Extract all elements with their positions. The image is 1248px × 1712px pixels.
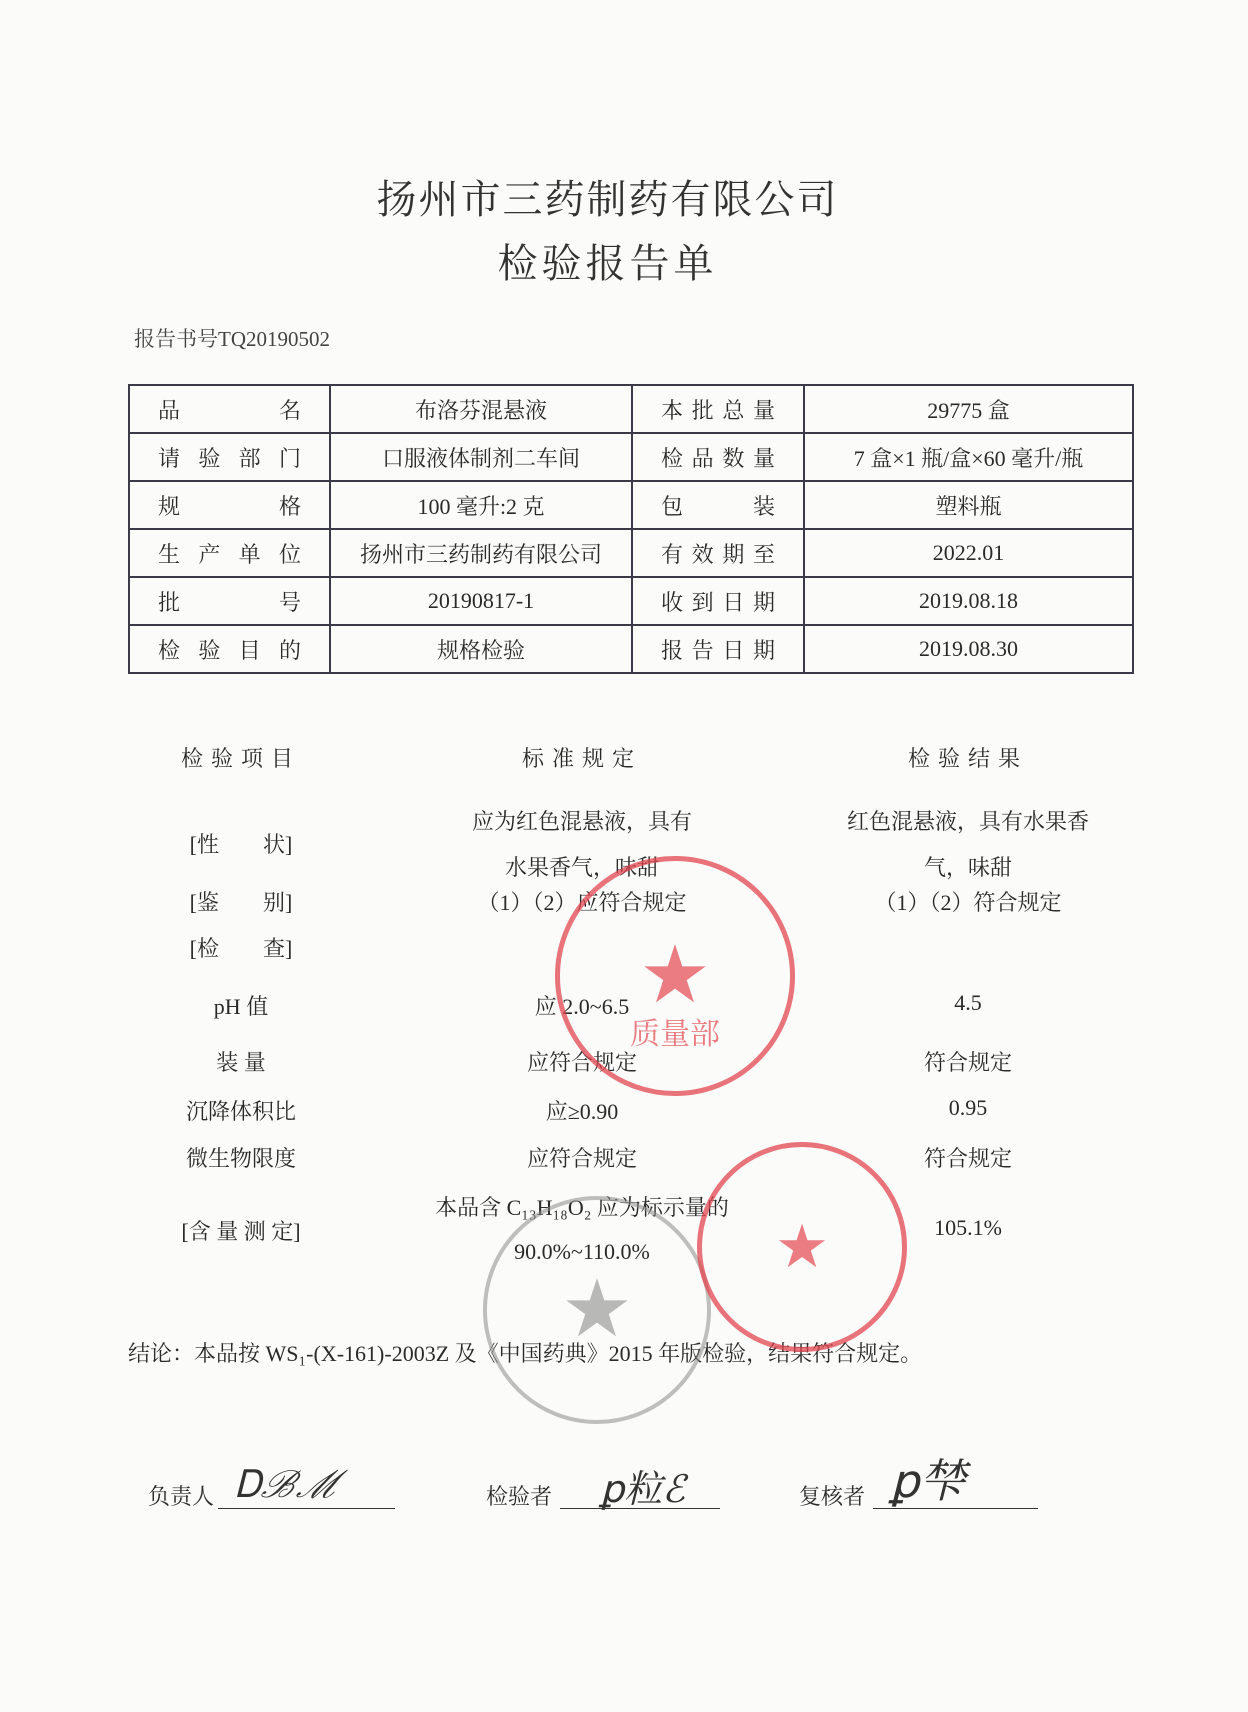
label-char: 数 [722,445,745,471]
result-standard: 应 2.0~6.5 [534,994,630,1019]
field-label [632,625,804,673]
info-row [129,481,1133,529]
field-value: 规格检验 [330,625,632,673]
info-row [129,577,1133,625]
header-result: 检验结果 [907,746,1029,771]
header-item: 检验项目 [180,746,302,771]
field-label [632,433,804,481]
result-value: 红色混悬液，具有水果香 [846,809,1090,834]
label-char: 至 [752,541,775,567]
label-char: 检 [661,445,684,471]
star-icon: ★ [775,1214,829,1280]
label-char: 请 [158,445,181,471]
field-value: 布洛芬混悬液 [330,385,632,433]
label-char: 生 [158,541,181,567]
field-label [129,529,330,577]
label-char: 期 [722,541,745,567]
field-value: 口服液体制剂二车间 [330,433,632,481]
field-label [632,529,804,577]
result-value: 符合规定 [923,1146,1013,1171]
result-value: 符合规定 [923,1050,1013,1075]
document-title: 检验报告单 [497,241,718,286]
label-char: 规 [158,493,181,519]
info-row [129,385,1133,433]
result-item-name: [鉴 别] [189,890,293,915]
field-label [632,481,804,529]
star-icon: ★ [561,1266,633,1354]
label-char: 日 [722,589,745,615]
responsible-signature: Ꭰℬℳ [235,1462,342,1506]
info-row [129,529,1133,577]
label-char: 报 [661,637,684,663]
result-value: 0.95 [948,1095,988,1120]
field-label [632,577,804,625]
label-char: 名 [278,397,301,423]
result-standard: 应符合规定 [526,1146,638,1171]
field-value: 100 毫升:2 克 [330,481,632,529]
info-row [129,433,1133,481]
field-value: 2019.08.30 [804,625,1133,673]
reviewer-label: 复核者 [799,1484,866,1509]
product-info-table [128,384,1134,674]
field-value: 29775 盒 [804,385,1133,433]
label-char: 批 [691,397,714,423]
field-label [129,625,330,673]
label-char: 门 [278,445,301,471]
label-char: 产 [198,541,221,567]
label-char: 到 [691,589,714,615]
label-char: 位 [278,541,301,567]
info-row [129,625,1133,673]
result-standard: 应符合规定 [526,1050,638,1075]
label-char: 批 [158,589,181,615]
label-char: 部 [238,445,261,471]
company-gray-stamp [483,1196,711,1424]
field-value: 20190817-1 [330,577,632,625]
label-char: 收 [661,589,684,615]
inspector-label: 检验者 [486,1484,553,1509]
label-char: 包 [661,493,684,519]
field-value: 2019.08.18 [804,577,1133,625]
result-item-name: [性 状] [189,832,293,857]
label-char: 装 [752,493,775,519]
company-title: 扬州市三药制药有限公司 [376,177,839,222]
header-standard: 标准规定 [521,746,643,771]
label-char: 量 [752,397,775,423]
label-char: 号 [278,589,301,615]
result-standard: 水果香气，味甜 [504,855,660,880]
result-value: （1）（2）符合规定 [874,890,1062,915]
label-char: 验 [198,637,221,663]
field-value: 塑料瓶 [804,481,1133,529]
label-char: 品 [158,397,181,423]
responsible-label: 负责人 [148,1484,215,1509]
result-item-name: pH 值 [213,994,269,1019]
result-item-name: [含 量 测 定] [181,1219,301,1244]
report-number-value: TQ20190502 [218,327,330,351]
label-char: 期 [752,637,775,663]
label-char: 验 [198,445,221,471]
label-char: 效 [691,541,714,567]
field-label [129,385,330,433]
reviewer-signature: ꝑ梺 [890,1454,966,1508]
result-standard: 应为红色混悬液，具有 [471,809,693,834]
label-char: 本 [661,397,684,423]
conclusion: 结论：本品按 WS₁-(X-161)-2003Z 及《中国药典》2015 年版检验，结果符合规定。 [128,1341,923,1366]
result-item-name: 装 量 [216,1050,266,1075]
label-char: 告 [691,637,714,663]
result-value: 气，味甜 [923,855,1013,880]
label-char: 期 [752,589,775,615]
label-char: 的 [278,637,301,663]
field-label [129,481,330,529]
label-char: 总 [722,397,745,423]
field-label [129,577,330,625]
field-value: 7 盒×1 瓶/盒×60 毫升/瓶 [804,433,1133,481]
field-label [129,433,330,481]
result-value: 4.5 [954,990,982,1015]
field-value: 2022.01 [804,529,1133,577]
label-char: 单 [238,541,261,567]
responsible-signature-line [218,1508,395,1509]
result-item-name: 沉降体积比 [185,1099,297,1124]
label-char: 目 [238,637,261,663]
label-char: 日 [722,637,745,663]
label-char: 量 [752,445,775,471]
inspection-red-stamp [697,1142,907,1352]
result-item-name: [检 查] [189,936,293,961]
result-standard: 90.0%~110.0% [514,1239,650,1264]
field-value: 扬州市三药制药有限公司 [330,529,632,577]
label-char: 品 [691,445,714,471]
result-standard: （1）（2）应符合规定 [477,890,687,915]
inspector-signature: ꝑ粒ℰ [600,1467,686,1511]
label-char: 有 [661,541,684,567]
result-standard: 本品含 C₁₃H₁₈O₂ 应为标示量的 [435,1195,729,1220]
label-char: 检 [158,637,181,663]
result-item-name: 微生物限度 [185,1146,297,1171]
report-number-label: 报告书号 [134,327,218,351]
quality-dept-stamp: ★ 质量部 [555,856,795,1096]
result-value: 105.1% [934,1215,1002,1240]
star-icon: ★ [639,932,711,1020]
field-label [632,385,804,433]
report-number [134,323,330,353]
label-char: 格 [278,493,301,519]
result-standard: 应≥0.90 [545,1099,619,1124]
